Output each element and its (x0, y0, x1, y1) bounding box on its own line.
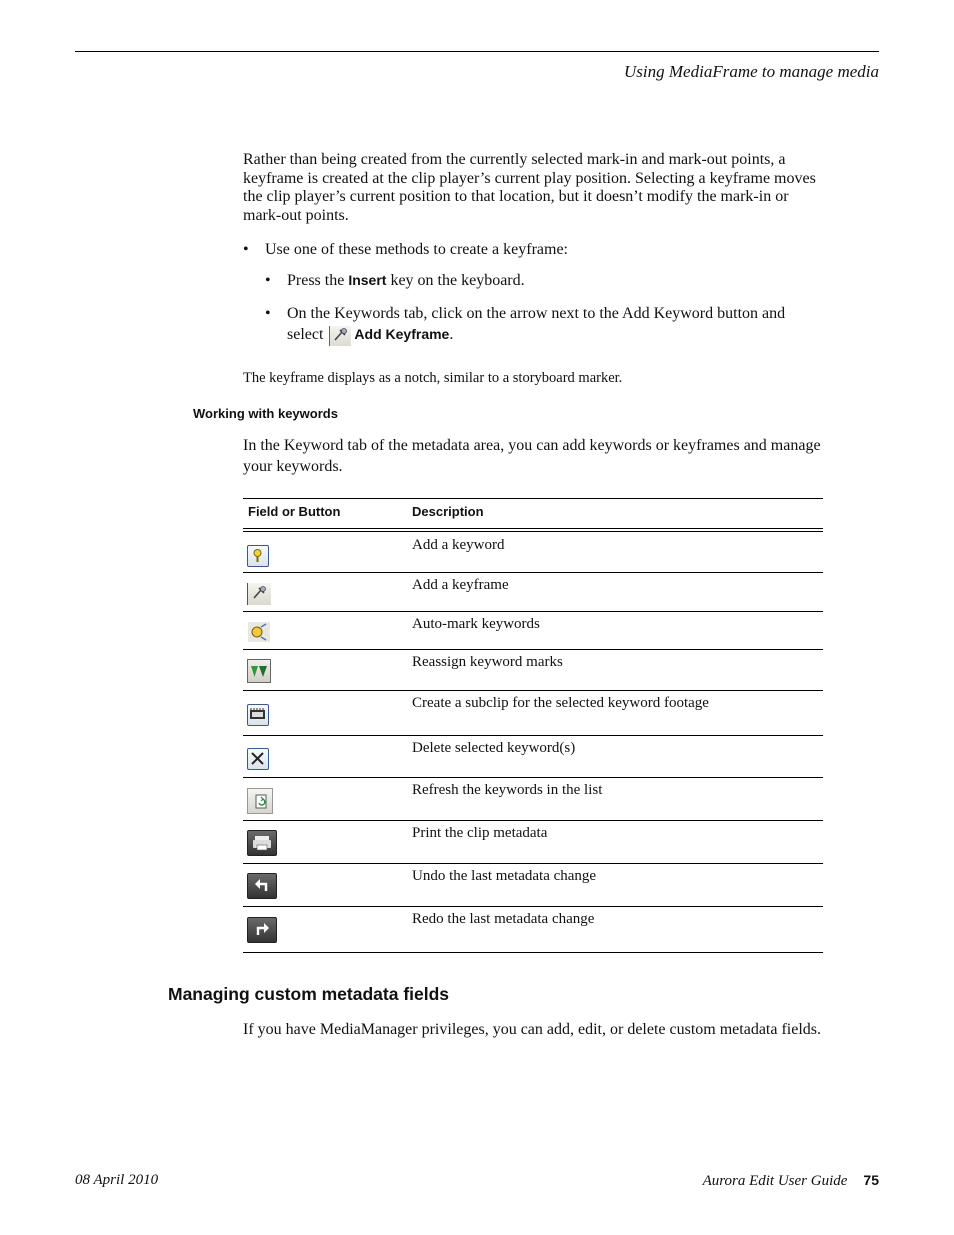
refresh-icon[interactable] (247, 788, 273, 814)
table-row: Print the clip metadata (243, 821, 823, 864)
table-row: Reassign keyword marks (243, 650, 823, 691)
table-row: Delete selected keyword(s) (243, 736, 823, 778)
footer-date: 08 April 2010 (75, 1172, 159, 1188)
intro-paragraph: Rather than being created from the currently selected mark-in and mark-out points, a keyframe is created at the clip player’s current play position. Selecting a keyframe moves the clip player’s current position to that location, but it doesn’t modify the mark-in or mark-out points. (243, 151, 816, 224)
bullet-insert-key: • Press the Insert key on the keyboard. (265, 272, 525, 289)
table-row: Create a subclip for the selected keyword footage (243, 691, 823, 736)
add-keyframe-icon[interactable] (247, 583, 271, 605)
keyframe-note: The keyframe displays as a notch, similar to a storyboard marker. (243, 370, 623, 386)
table-row: Redo the last metadata change (243, 907, 823, 953)
delete-icon[interactable] (247, 748, 269, 770)
add-keyword-icon[interactable] (247, 545, 269, 567)
redo-icon[interactable] (247, 917, 277, 943)
bullet-main: • Use one of these methods to create a keyframe: (243, 241, 568, 258)
table-row: Undo the last metadata change (243, 864, 823, 907)
table-row: Auto-mark keywords (243, 612, 823, 650)
table-row: Add a keyframe (243, 573, 823, 612)
footer-guide-title: Aurora Edit User Guide (702, 1173, 848, 1189)
bullet-add-keyframe: • On the Keywords tab, click on the arrow next to the Add Keyword button and select Add Keyframe. (265, 304, 825, 346)
undo-icon[interactable] (247, 873, 277, 899)
header-description: Description (412, 504, 484, 519)
subclip-icon[interactable] (247, 704, 269, 726)
header-rule (75, 51, 879, 52)
add-keyframe-label: Add Keyframe (354, 326, 450, 342)
keywords-paragraph: In the Keyword tab of the metadata area, you can add keywords or keyframes and manage your keywords. (243, 437, 821, 475)
custom-metadata-paragraph: If you have MediaManager privileges, you can add, edit, or delete custom metadata fields. (243, 1021, 822, 1038)
print-icon[interactable] (247, 830, 277, 856)
heading-managing-custom-metadata: Managing custom metadata fields (168, 984, 450, 1004)
heading-working-with-keywords: Working with keywords (193, 406, 338, 421)
table-row: Refresh the keywords in the list (243, 778, 823, 821)
add-keyframe-icon (329, 326, 351, 346)
header-field: Field or Button (248, 504, 341, 519)
table-header (243, 498, 823, 529)
insert-key-label: Insert (348, 272, 387, 288)
running-title: Using MediaFrame to manage media (624, 62, 879, 81)
table-row: Add a keyword (243, 533, 823, 573)
page-number: 75 (863, 1172, 879, 1188)
reassign-marks-icon[interactable] (247, 659, 271, 683)
footer-guide (703, 1172, 879, 1190)
keywords-table (243, 498, 823, 953)
auto-mark-icon[interactable] (247, 621, 271, 643)
